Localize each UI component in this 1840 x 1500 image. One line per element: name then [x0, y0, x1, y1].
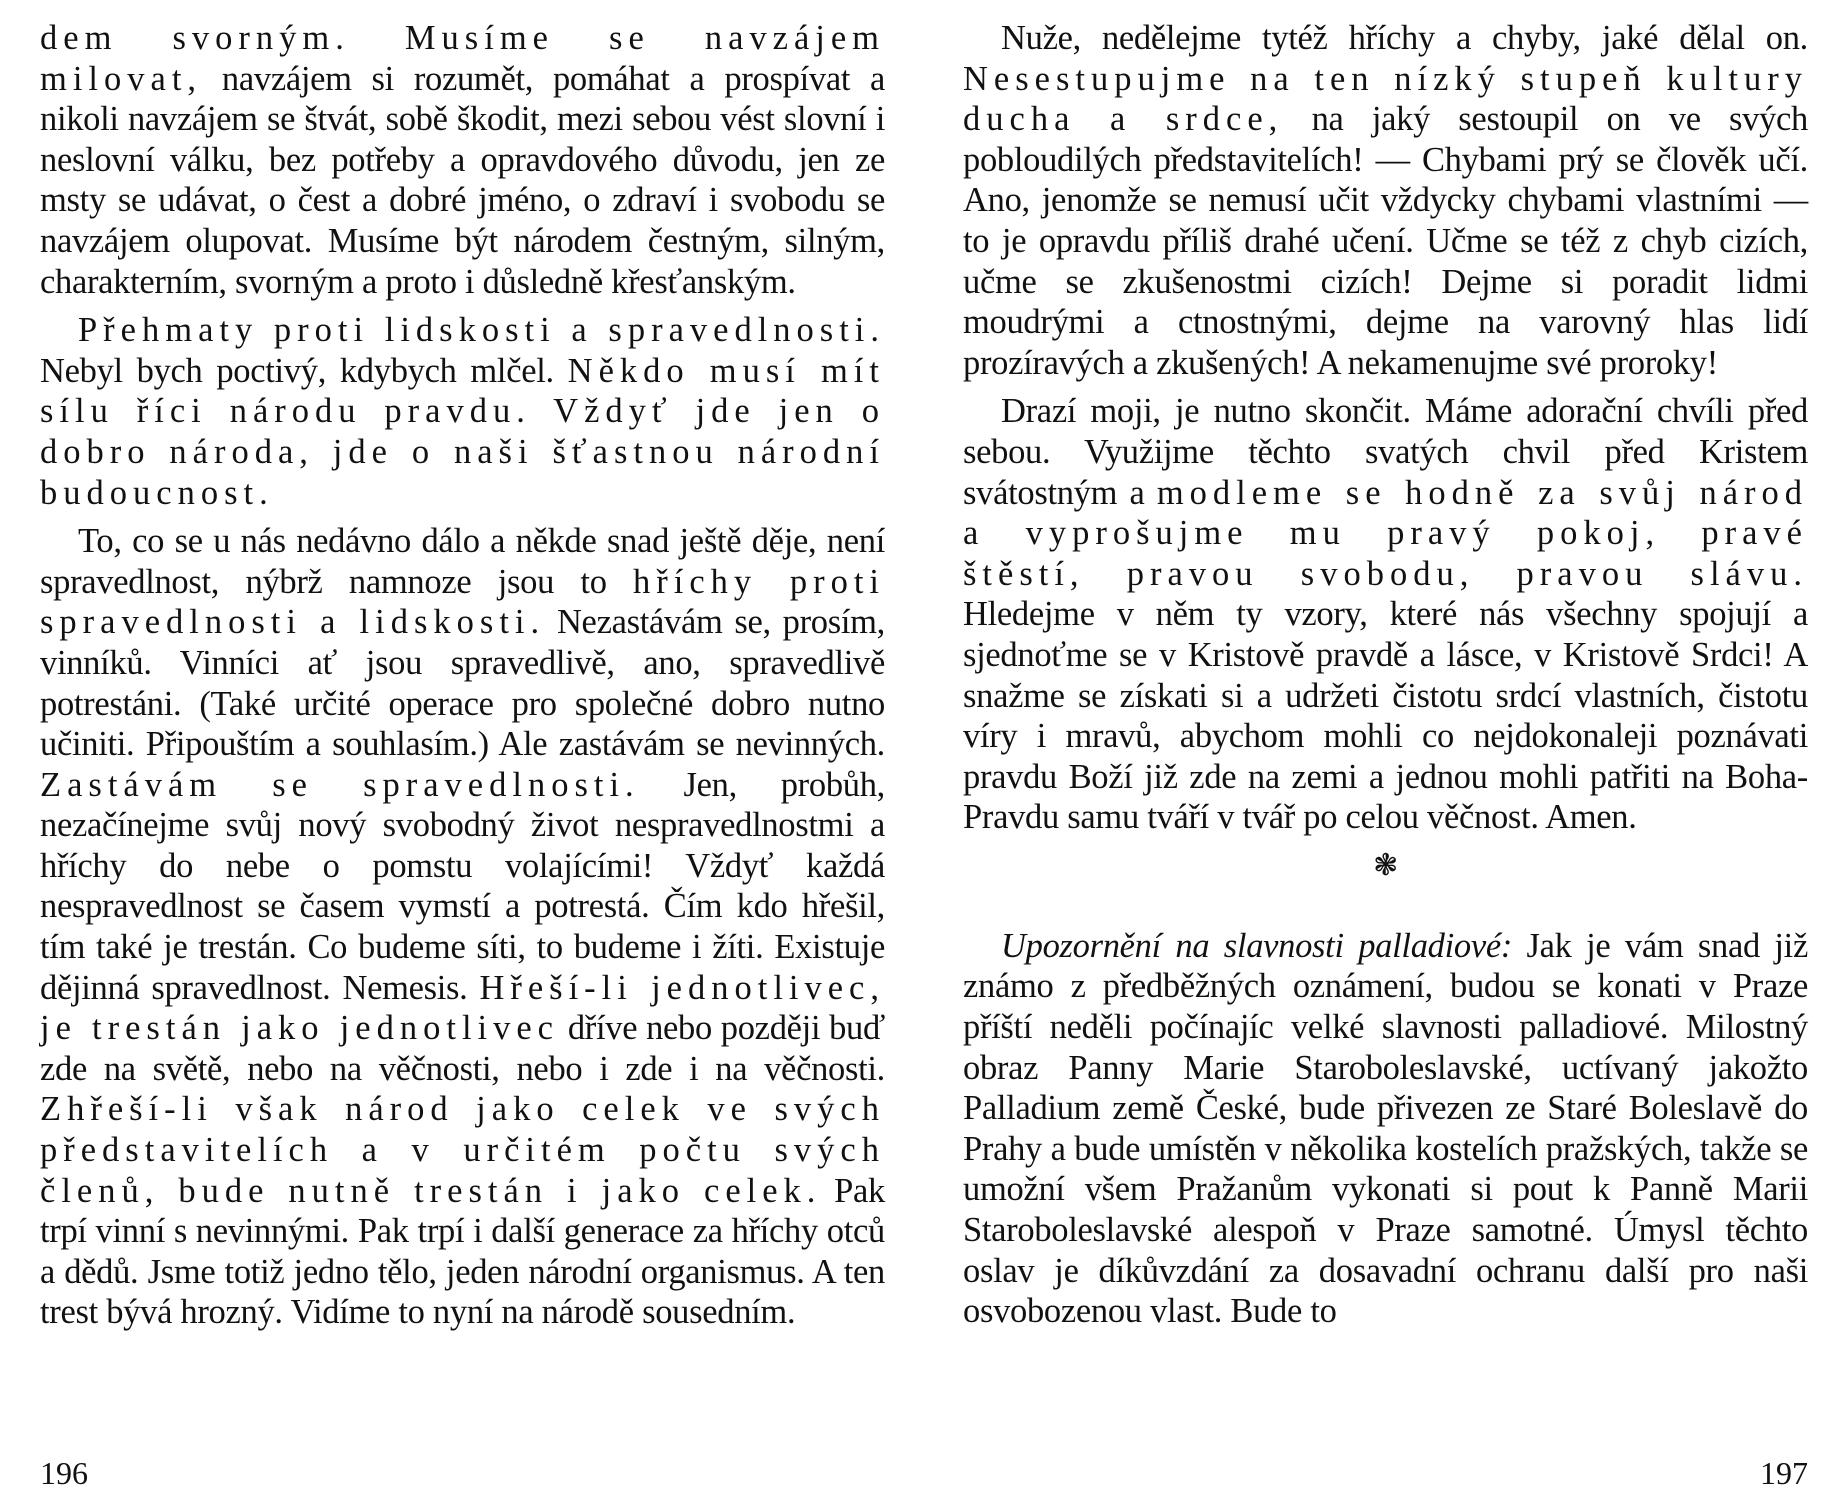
- left-page-text: [40, 18, 885, 1341]
- body-text: Hledejme v něm ty vzory, které nás všechny spojují a sjednoťme se v Kristově pravdě a lásce, v Kristově Srdci! A snažme se získati si a udržeti čistotu srdcí vlastních, čistotu víry i mravů, abychom mohli co nejdokonaleji poznávati pravdu Boží již zde na zemi a jednou mohli patřiti na Boha-Pravdu samu tváří v tvář po celou věčnost. Amen.: [963, 595, 1808, 837]
- spaced-text: Zastávám se spravedlnosti.: [40, 765, 640, 804]
- spaced-text: Hřeší-li jednotlivec, je trestán jako jednotlivec: [40, 968, 885, 1048]
- right-page: [963, 0, 1808, 1500]
- paragraph: [963, 391, 1808, 838]
- body-text: Jen, probůh, nezačínejme svůj nový svobodný život nespravedlnostmi a hříchy do nebe o pomstu volajícími! Vždyť každá nespravedlnost se časem vymstí a potrestá. Čím kdo hřešil, tím také je trestán. Co budeme síti, to budeme i žíti. Existuje dějinná spravedlnost. Nemesis.: [40, 765, 885, 1007]
- paragraph: [40, 521, 885, 1333]
- body-text: navzájem si rozumět, pomáhat a prospívat a nikoli navzájem se štvát, sobě škodit, mezi sebou vést slovní i neslovní válku, bez potřeby a opravdového důvodu, jen ze msty se udávat, o čest a dobré jméno, o zdraví i svobodu se navzájem olupovat. Musíme být národem čestným, silným, charakterním, svorným a proto i důsledně křesťanským.: [40, 59, 885, 301]
- notice-paragraph: [963, 926, 1808, 1332]
- spaced-text: Zhřeší-li však národ jako celek ve svých představitelích a v určitém počtu svých členů, bude nutně trestán i jako celek.: [40, 1090, 885, 1210]
- left-page: [40, 0, 885, 1500]
- spaced-text: hříchy proti spravedlnosti a lidskosti.: [40, 562, 886, 642]
- spaced-text: dem svorným. Musíme se navzájem milovat,: [40, 19, 885, 98]
- body-text: To, co se u nás nedávno dálo a někde snad ještě děje, není spravedlnost, nýbrž namnoze jsou to: [40, 522, 885, 601]
- paragraph: [40, 18, 885, 302]
- paragraph: [40, 310, 885, 513]
- spaced-text: Nesestupujme na ten nízký stupeň kultury ducha a srdce,: [963, 59, 1808, 139]
- body-text: Pak trpí vinní s nevinnými. Pak trpí i další generace za hříchy otců a dědů. Jsme totiž jedno tělo, jeden národní organismus. A ten trest bývá hrozný. Vidíme to nyní na národě sousedním.: [40, 1171, 885, 1332]
- right-page-text: [963, 18, 1808, 1340]
- body-text: Nuže, nedělejme tytéž hříchy a chyby, jaké dělal on.: [1001, 19, 1808, 57]
- body-text: dříve nebo později buď zde na světě, nebo na věčnosti, nebo i zde i na věčnosti.: [40, 1009, 885, 1088]
- ornament-icon: ❃: [1373, 848, 1398, 882]
- notice-title: Upozornění na slavnosti palladiové:: [1001, 926, 1513, 965]
- page-number: 196: [40, 1455, 88, 1491]
- body-text: Drazí moji, je nutno skončit. Máme adorační chvíli před sebou. Využijme těchto svatých chvil před Kristem svátostným a: [963, 392, 1808, 512]
- body-text: na jaký sestoupil on ve svých pobloudilých představitelích! — Chybami prý se člověk učí. Ano, jenomže se nemusí učit vždycky chybami vlastními — to je opravdu příliš drahé učení. Učme se též z chyb cizích, učme se zkušenostmi cizích! Dejme si poradit lidmi moudrými a ctnostnými, dejme na varovný hlas lidí prozíravých a zkušených! A nekamenujme své proroky!: [963, 100, 1808, 382]
- spaced-text: Někdo musí mít sílu říci národu pravdu. Vždyť jde jen o dobro národa, jde o naši šťastnou národní budoucnost.: [40, 351, 885, 512]
- spaced-text: Přehmaty proti lidskosti a spravedlnosti.: [78, 311, 885, 350]
- paragraph: [963, 18, 1808, 383]
- notice-text: Jak je vám snad již známo z předběžných oznámení, budou se konati v Praze příští neděli počínajíc velké slavnosti palladiové. Milostný obraz Panny Marie Staroboleslavské, uctívaný jakožto Palladium země České, bude přivezen ze Staré Boleslavě do Prahy a bude umístěn v několika kostelích pražských, takže se umožní všem Pražanům vykonati si pout k Panně Marii Staroboleslavské alespoň v Praze samotné. Úmysl těchto oslav je díkůvzdání za dosavadní ochranu další pro naši osvobozenou vlast. Bude to: [963, 926, 1808, 1331]
- page-number: 197: [1760, 1455, 1808, 1491]
- body-text: Nebyl bych poctivý, kdybych mlčel.: [40, 351, 568, 390]
- body-text: Nezastávám se, prosím, vinníků. Vinníci ať jsou spravedlivě, ano, spravedlivě potrestáni. (Také určité operace pro společné dobro nutno učiniti. Připouštím a souhlasím.) Ale zastávám se nevinných.: [40, 603, 885, 764]
- spaced-text: modleme se hodně za svůj národ a vyprošujme mu pravý pokoj, pravé štěstí, pravou svobodu, pravou slávu.: [963, 473, 1808, 593]
